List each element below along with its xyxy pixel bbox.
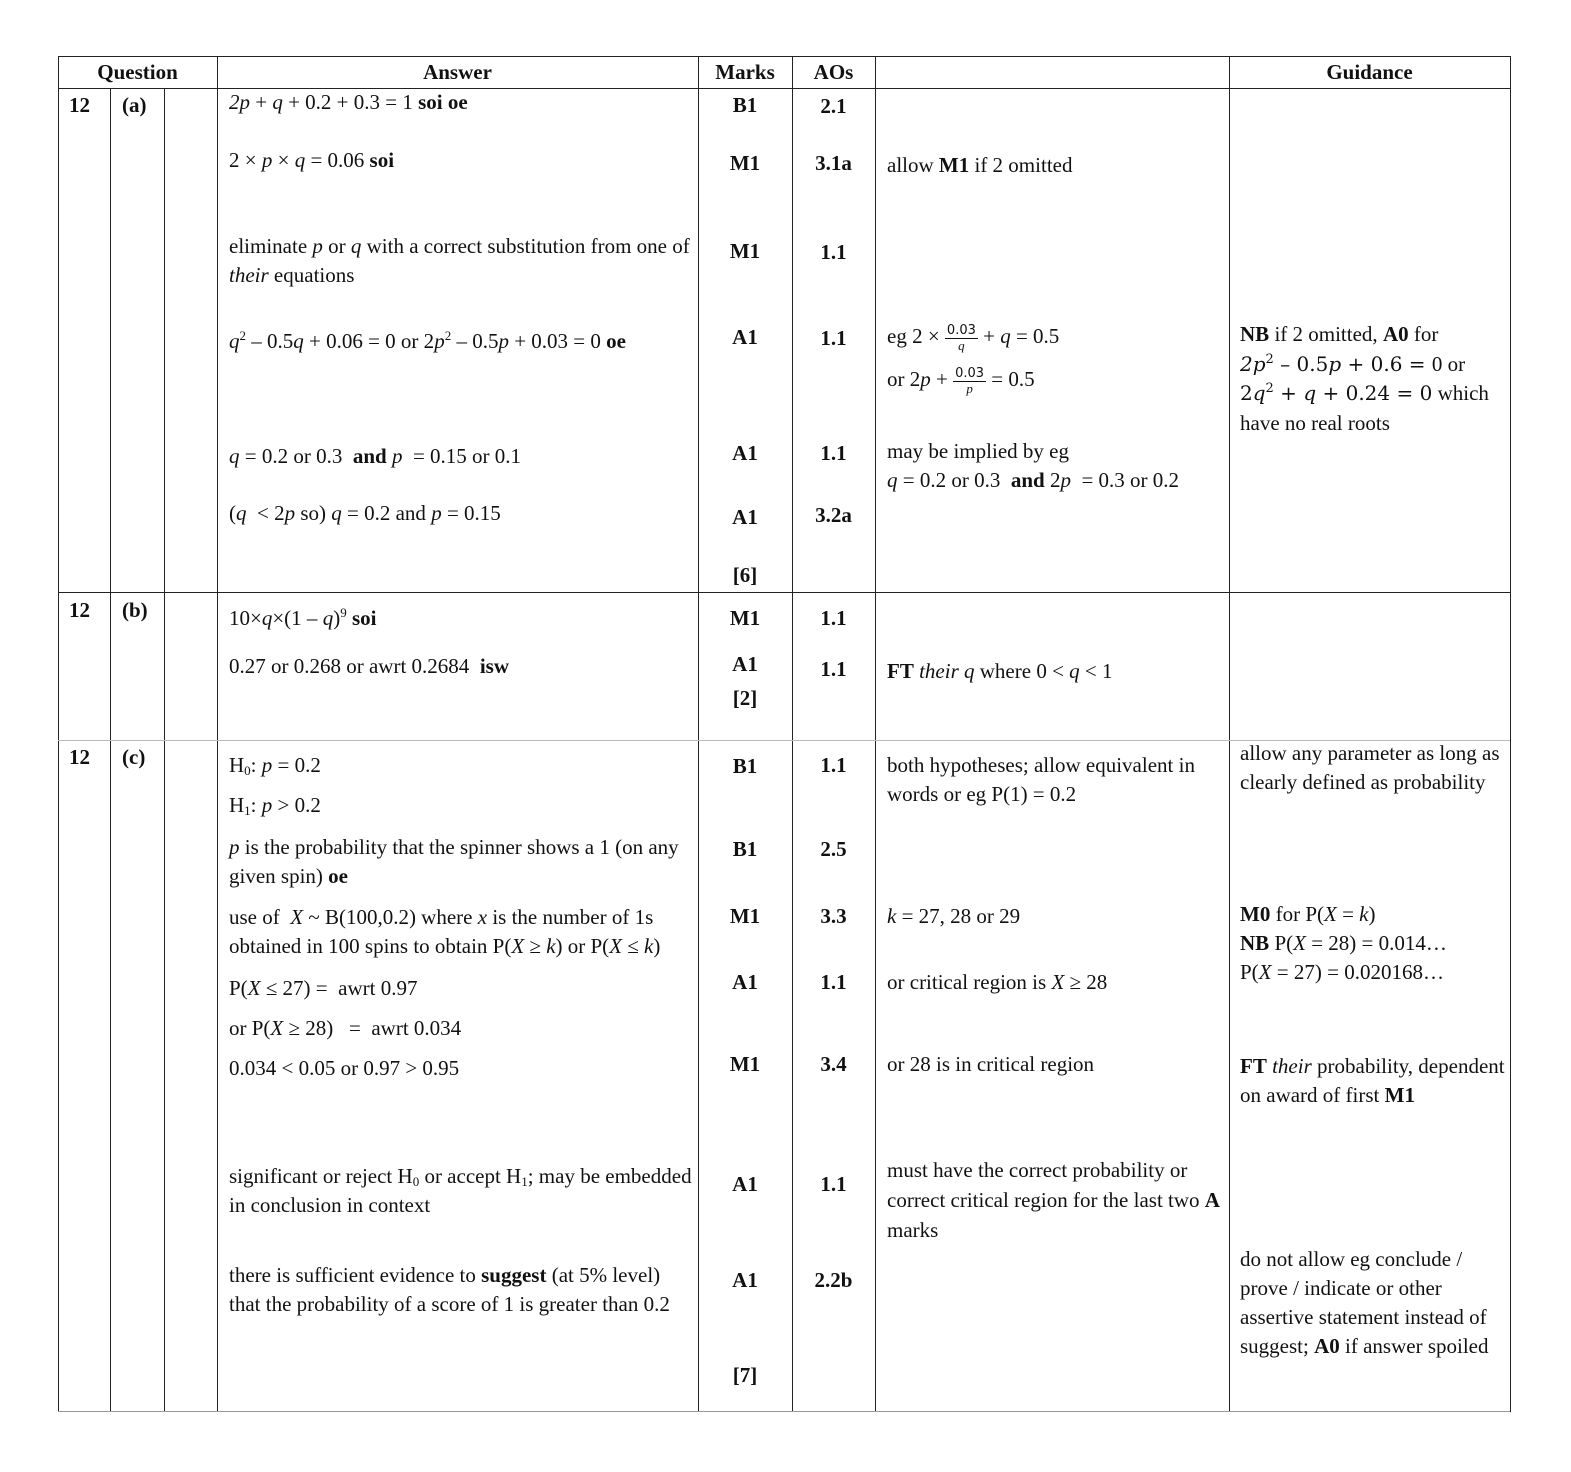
- guidance: M0 for P(X = k): [1240, 902, 1376, 926]
- answer-line: 2 × p × q = 0.06 soi: [229, 148, 395, 172]
- mark: A1: [732, 652, 758, 676]
- guidance: do not allow eg conclude / prove / indicate or other assertive statement instead of suggest; A0 if answer spoiled: [1240, 1247, 1489, 1358]
- answer-line: there is sufficient evidence to suggest (at 5% level) that the probability of a score of 1 is greater than 0.2: [229, 1263, 670, 1316]
- ao: 1.1: [820, 1172, 847, 1196]
- comment: k = 27, 28 or 29: [887, 904, 1021, 928]
- comment: or critical region is X ≥ 28: [887, 970, 1108, 994]
- mark: A1: [732, 1172, 758, 1196]
- header-guidance: Guidance: [1326, 60, 1413, 84]
- question-part: (c): [122, 745, 146, 769]
- grid-line: [217, 56, 218, 1412]
- header-marks: Marks: [715, 60, 775, 84]
- answer-line: eliminate p or q with a correct substitution from one of their equations: [229, 234, 690, 287]
- grid-line: [875, 56, 876, 1412]
- ao: 3.1a: [815, 151, 852, 175]
- comment: both hypotheses; allow equivalent in words or eg P(1) = 0.2: [887, 753, 1195, 806]
- question-part: (b): [122, 598, 148, 622]
- comment: allow M1 if 2 omitted: [887, 153, 1073, 177]
- mark: A1: [732, 505, 758, 529]
- mark: M1: [729, 151, 761, 175]
- mark: A1: [732, 970, 758, 994]
- answer-line: $q^2 - 0.5q + 0.06 = 0$ or $2p^2 - 0.5p + 0.03 = 0$ oe: [229, 328, 626, 353]
- grid-line: [58, 56, 1510, 57]
- mark: A1: [732, 1268, 758, 1292]
- grid-line: [1229, 56, 1230, 1412]
- ao: 3.2a: [815, 503, 852, 527]
- mark: A1: [732, 325, 758, 349]
- ao: 1.1: [820, 657, 847, 681]
- answer-line: significant or reject $H_0$ or accept $H_1$; may be embedded in conclusion in context: [229, 1164, 692, 1217]
- grid-line: [1510, 56, 1511, 1412]
- answer-line: 10×q×(1 – q)$^9$ soi: [229, 605, 377, 630]
- answer-line: 0.034 < 0.05 or 0.97 > 0.95: [229, 1056, 460, 1080]
- answer-line: $H_0$: p = 0.2: [229, 753, 321, 778]
- grid-line: [164, 88, 165, 1412]
- comment: FT their q where 0 < q < 1: [887, 659, 1113, 683]
- guidance: NB P(X = 28) = 0.014…: [1240, 931, 1447, 955]
- guidance: FT their probability, dependent on award of first M1: [1240, 1054, 1505, 1107]
- comment: or 28 is in critical region: [887, 1052, 1095, 1076]
- mark: M1: [729, 239, 761, 263]
- answer-line: $H_1$: p > 0.2: [229, 793, 321, 818]
- ao: 2.1: [820, 94, 847, 118]
- header-aos: AOs: [813, 60, 854, 84]
- header-question: Question: [97, 60, 178, 84]
- comment: must have the correct probability or correct critical region for the last two A marks: [887, 1158, 1220, 1242]
- ao: 2.2b: [814, 1268, 853, 1292]
- total-marks: [7]: [732, 1363, 758, 1387]
- answer-line: 0.27 or 0.268 or awrt 0.2684 isw: [229, 654, 509, 678]
- grid-line: [58, 1411, 1510, 1412]
- total-marks: [6]: [732, 563, 758, 587]
- grid-line: [58, 56, 59, 1412]
- ao: 1.1: [820, 606, 847, 630]
- answer-line: q = 0.2 or 0.3 and p = 0.15 or 0.1: [229, 444, 522, 468]
- guidance: allow any parameter as long as clearly defined as probability: [1240, 741, 1500, 794]
- total-marks: [2]: [732, 686, 758, 710]
- ao: 1.1: [820, 970, 847, 994]
- comment: q = 0.2 or 0.3 and 2p = 0.3 or 0.2: [887, 468, 1180, 492]
- answer-line: P(X ≤ 27) = awrt 0.97: [229, 976, 418, 1000]
- comment: or 2p + $\frac{0.03}{p}$ = 0.5: [887, 365, 1035, 396]
- question-number: 12: [69, 745, 90, 769]
- ao: 1.1: [820, 441, 847, 465]
- mark: B1: [732, 93, 758, 117]
- ao: 1.1: [820, 240, 847, 264]
- answer-line: 2p + q + 0.2 + 0.3 = 1 soi oe: [229, 90, 468, 114]
- ao: 3.3: [820, 904, 847, 928]
- comment: may be implied by eg: [887, 439, 1069, 463]
- comment: eg 2 × $\frac{0.03}{q}$ + q = 0.5: [887, 322, 1060, 353]
- mark: M1: [729, 606, 761, 630]
- answer-line: (q < 2p so) q = 0.2 and p = 0.15: [229, 501, 501, 525]
- ao: 1.1: [820, 753, 847, 777]
- mark: M1: [729, 904, 761, 928]
- question-part: (a): [122, 93, 147, 117]
- mark: A1: [732, 441, 758, 465]
- question-number: 12: [69, 93, 90, 117]
- ao: 2.5: [820, 837, 847, 861]
- mark: B1: [732, 754, 758, 778]
- guidance: NB if 2 omitted, A0 for $2p^2 - 0.5p + 0.6 = 0$ or $2q^2 + q + 0.24 = 0$ which have no real roots: [1240, 322, 1489, 435]
- ao: 3.4: [820, 1052, 847, 1076]
- guidance: P(X = 27) = 0.020168…: [1240, 960, 1444, 984]
- mark: B1: [732, 837, 758, 861]
- question-number: 12: [69, 598, 90, 622]
- grid-line: [58, 592, 1510, 593]
- ao: 1.1: [820, 326, 847, 350]
- grid-line: [110, 88, 111, 1412]
- mark: M1: [729, 1052, 761, 1076]
- answer-line: p is the probability that the spinner shows a 1 (on any given spin) oe: [229, 835, 679, 888]
- answer-line: or P(X ≥ 28) = awrt 0.034: [229, 1016, 462, 1040]
- answer-line: use of X ~ B(100,0.2) where x is the number of 1s obtained in 100 spins to obtain P(X ≥ k) or P(X ≤ k): [229, 905, 661, 958]
- header-answer: Answer: [423, 60, 492, 84]
